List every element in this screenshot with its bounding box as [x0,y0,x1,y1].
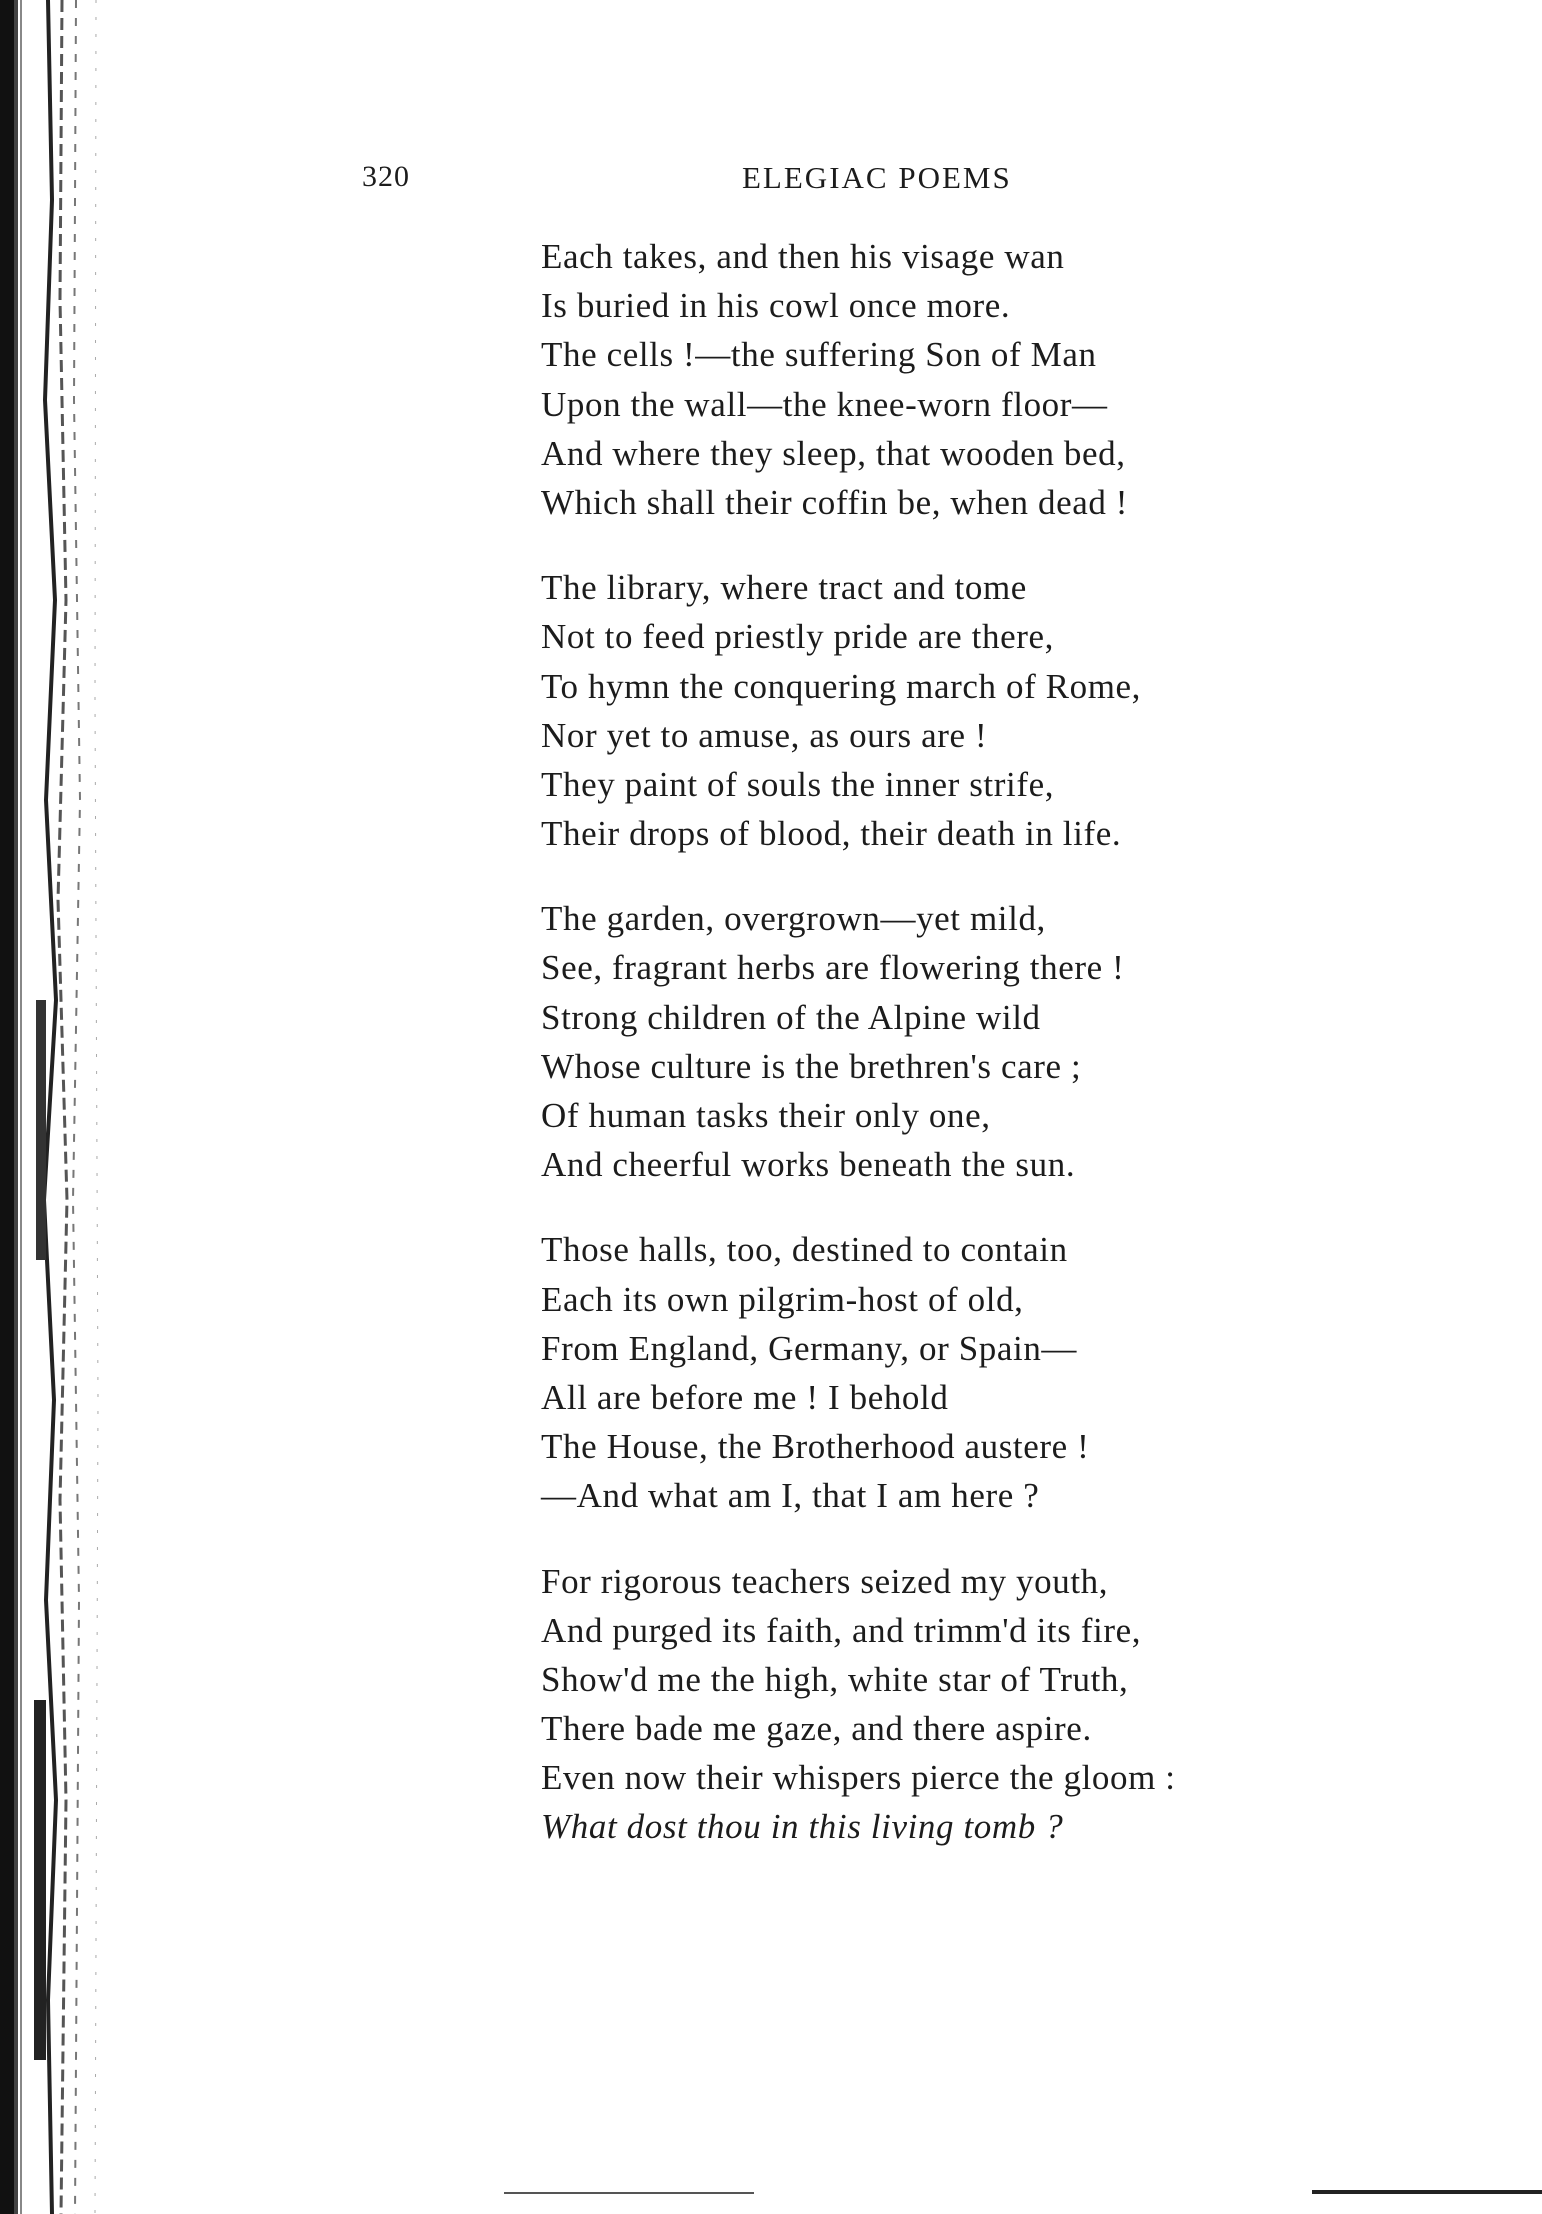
stanza-4 [541,1225,1341,1520]
poem-line: See, fragrant herbs are flowering there ! [541,948,1125,988]
stanza-3 [541,894,1341,1189]
poem-line: Even now their whispers pierce the gloom : [541,1758,1176,1798]
poem-line: There bade me gaze, and there aspire. [541,1709,1092,1749]
poem-line: Show'd me the high, white star of Truth, [541,1659,1129,1699]
poem-line: Those halls, too, destined to contain [541,1230,1068,1270]
stanza-2 [541,563,1341,858]
poem-line: Nor yet to amuse, as ours are ! [541,715,988,755]
poem-line: And purged its faith, and trimm'd its fire, [541,1610,1142,1650]
poem-line: Their drops of blood, their death in life. [541,814,1122,854]
poem-body [541,232,1341,1888]
poem-line: The garden, overgrown—yet mild, [541,899,1046,939]
poem-line: They paint of souls the inner strife, [541,764,1055,804]
poem-line: —And what am I, that I am here ? [541,1476,1040,1516]
poem-line: Upon the wall—the knee-worn floor— [541,384,1108,424]
stanza-1 [541,232,1341,527]
poem-line: Is buried in his cowl once more. [541,286,1011,326]
poem-line: Of human tasks their only one, [541,1096,991,1135]
bottom-rule-left [504,2192,754,2194]
poem-line: Which shall their coffin be, when dead ! [541,482,1129,522]
stanza-5 [541,1557,1341,1852]
running-head: ELEGIAC POEMS [742,160,1012,195]
poem-line: Each takes, and then his visage wan [541,237,1065,276]
poem-line: And cheerful works beneath the sun. [541,1145,1076,1185]
poem-line: Not to feed priestly pride are there, [541,617,1054,657]
poem-line: For rigorous teachers seized my youth, [541,1561,1109,1601]
poem-line: All are before me ! I behold [541,1377,949,1417]
poem-line: To hymn the conquering march of Rome, [541,666,1142,706]
poem-line: And where they sleep, that wooden bed, [541,433,1126,473]
poem-line: Each its own pilgrim-host of old, [541,1279,1024,1319]
poem-line: Whose culture is the brethren's care ; [541,1046,1082,1086]
poem-line-italic: What dost thou in this living tomb ? [541,1807,1064,1847]
poem-line: From England, Germany, or Spain— [541,1328,1078,1368]
poem-line: The cells !—the suffering Son of Man [541,335,1097,375]
binding-edge [0,0,140,2214]
page-number: 320 [362,160,410,193]
bottom-rule-right [1312,2190,1542,2194]
poem-line: The House, the Brotherhood austere ! [541,1427,1090,1467]
poem-line: The library, where tract and tome [541,568,1027,608]
poem-line: Strong children of the Alpine wild [541,997,1041,1037]
